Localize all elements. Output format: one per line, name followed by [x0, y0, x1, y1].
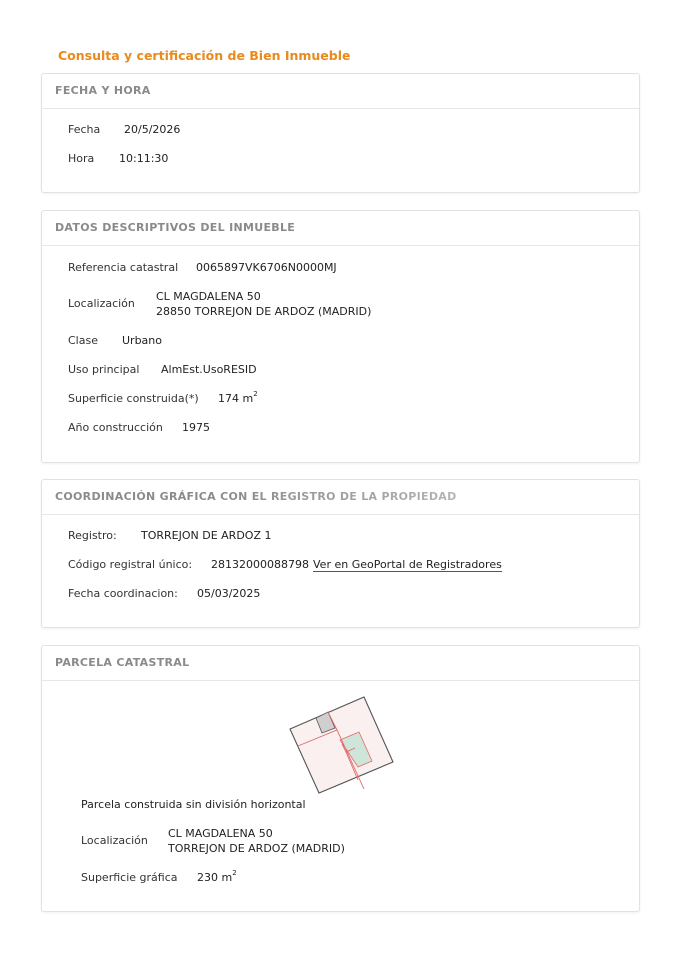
parcela-localizacion-label: Localización — [81, 834, 148, 847]
parcela-localizacion-line2: TORREJON DE ARDOZ (MADRID) — [168, 842, 345, 855]
codigo-value: 28132000088798 — [211, 558, 309, 571]
parcela-superficie-exponent: 2 — [232, 869, 237, 877]
localizacion-line1: CL MAGDALENA 50 — [156, 290, 261, 303]
parcela-localizacion-line1: CL MAGDALENA 50 — [168, 827, 273, 840]
coordinacion-heading — [42, 480, 639, 515]
superficie-number: 174 m — [218, 392, 254, 405]
coordinacion-heading-text: COORDINACIÓN GRÁFICA CON EL REGISTRO DE LA PROPIEDAD — [55, 490, 457, 503]
referencia-label: Referencia catastral — [68, 261, 179, 274]
page-title: Consulta y certificación de Bien Inmueble — [58, 48, 351, 63]
fecha-value: 20/5/2026 — [124, 123, 181, 136]
superficie-value — [218, 392, 258, 405]
datos-descriptivos-panel — [41, 210, 640, 463]
fecha-coordinacion-label: Fecha coordinacion: — [68, 587, 178, 600]
parcela-descripcion: Parcela construida sin división horizontal — [81, 798, 306, 811]
parcela-superficie-label: Superficie gráfica — [81, 871, 178, 884]
referencia-value: 0065897VK6706N0000MJ — [196, 261, 337, 274]
datos-descriptivos-heading: DATOS DESCRIPTIVOS DEL INMUEBLE — [42, 211, 639, 246]
parcel-map[interactable] — [284, 692, 404, 802]
parcel-shape — [290, 697, 393, 793]
fecha-coordinacion-value: 05/03/2025 — [197, 587, 261, 600]
clase-label: Clase — [68, 334, 98, 347]
superficie-label: Superficie construida(*) — [68, 392, 199, 405]
fecha-hora-panel — [41, 73, 640, 193]
uso-label: Uso principal — [68, 363, 140, 376]
clase-value: Urbano — [122, 334, 162, 347]
localizacion-line2: 28850 TORREJON DE ARDOZ (MADRID) — [156, 305, 372, 318]
hora-value: 10:11:30 — [119, 152, 169, 165]
registro-label: Registro: — [68, 529, 117, 542]
geoportal-link[interactable]: Ver en GeoPortal de Registradores — [313, 558, 502, 571]
codigo-label: Código registral único: — [68, 558, 193, 571]
parcela-heading: PARCELA CATASTRAL — [42, 646, 639, 681]
parcela-superficie-value — [197, 871, 237, 884]
parcela-superficie-number: 230 m — [197, 871, 233, 884]
localizacion-label: Localización — [68, 297, 135, 310]
fecha-hora-heading: FECHA Y HORA — [42, 74, 639, 109]
fecha-label: Fecha — [68, 123, 101, 136]
parcela-panel — [41, 645, 640, 912]
anio-label: Año construcción — [68, 421, 163, 434]
superficie-exponent: 2 — [253, 390, 258, 398]
registro-value: TORREJON DE ARDOZ 1 — [141, 529, 272, 542]
hora-label: Hora — [68, 152, 95, 165]
coordinacion-panel — [41, 479, 640, 628]
uso-value: AlmEst.UsoRESID — [161, 363, 257, 376]
anio-value: 1975 — [182, 421, 210, 434]
